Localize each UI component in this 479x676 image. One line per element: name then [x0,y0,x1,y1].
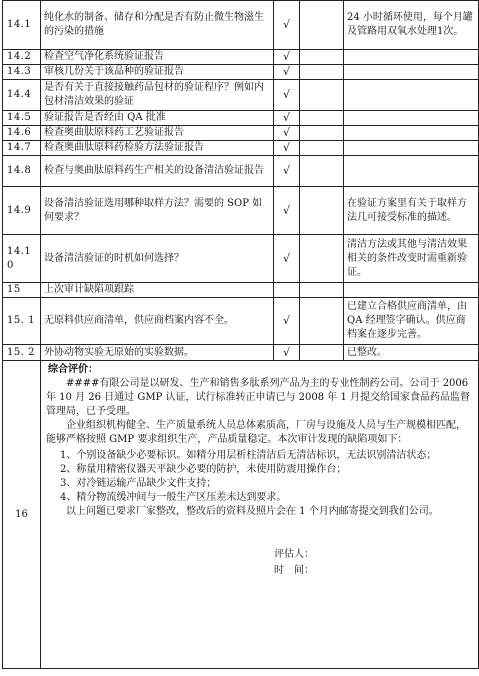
time-label: 时 间： [274,565,314,576]
evaluation-title: 综合评价： [48,364,98,375]
item-text: 验证报告是否经由 QA 批准 [41,111,274,126]
table-row [3,50,479,65]
remark: 已整改。 [344,345,479,361]
remark [344,111,479,126]
list-item: 1、个别设备缺少必要标识。如精分用层析柱清洁后无清洁标识，无法识别清洁状态； [60,450,437,461]
table-row [3,126,479,141]
check-no [300,80,344,111]
item-number: 14.7 [3,141,41,156]
table-row [3,141,479,156]
remark: 在验证方案里有关于取样方法几可接受标准的描述。 [344,187,479,235]
signature-block [46,547,472,579]
item-number: 14.3 [3,65,41,80]
remark [344,283,479,298]
check-yes: √ [274,111,300,126]
item-number: 15 [3,283,41,298]
remark [344,80,479,111]
check-yes: √ [274,65,300,80]
check-yes [274,283,300,298]
remark [344,156,479,187]
check-no [300,156,344,187]
item-text: 检查奥曲肽原料药工艺验证报告 [41,126,274,141]
table-row [3,1,479,50]
check-yes: √ [274,1,300,50]
check-yes: √ [274,141,300,156]
evaluation-paragraph: ####有限公司是以研发、生产和销售多肽系列产品为主的专业性制药公司。公司于 2006 年 10 月 26 日通过 GMP 认证，试行标准转正申请已与 2008 年 1 月提交给国家食品药品监督管理局，已予受理。 [46,378,471,417]
item-text: 检查与奥曲肽原料药生产相关的设备清洁验证报告 [41,156,274,187]
remark [344,141,479,156]
table-row [3,283,479,298]
check-yes: √ [274,126,300,141]
check-yes: √ [274,80,300,111]
deficiency-list [46,449,472,505]
table-row [3,111,479,126]
table-row [3,65,479,80]
item-number: 14.4 [3,80,41,111]
item-number: 15. 1 [3,298,41,345]
list-item: 3、对冷链运输产品缺少文件支持； [60,478,217,489]
check-no [300,1,344,50]
check-no [300,298,344,345]
table-row [3,345,479,361]
check-no [300,141,344,156]
table-row [3,156,479,187]
item-text: 纯化水的制备、储存和分配是否有防止微生物滋生的污染的措施 [41,1,274,50]
evaluation-cell [41,361,479,669]
check-yes: √ [274,50,300,65]
check-no [300,126,344,141]
table-row [3,187,479,235]
item-text: 外协动物实验无原始的实验数据。 [41,345,274,361]
item-number: 14.2 [3,50,41,65]
audit-table [2,0,479,669]
evaluation-row [3,361,479,669]
check-yes: √ [274,156,300,187]
item-number: 14.5 [3,111,41,126]
remark: 已建立合格供应商清单，由 QA 经理签字确认。供应商档案在逐步完善。 [344,298,479,345]
remark [344,65,479,80]
check-yes: √ [274,345,300,361]
item-text: 检查奥曲肽原料药检验方法验证报告 [41,141,274,156]
remark: 清洁方法或其他与清洁效果相关的条件改变时需重新验证。 [344,235,479,283]
evaluation-paragraph: 企业组织机构健全、生产质量系统人员总体素质高，厂房与设施及人员与生产规模相匹配，能够严格按照 GMP 要求组织生产，产品质量稳定。本次审计发现的缺陷项如下： [46,420,466,445]
item-text: 设备清洁验证的时机如何选择？ [41,235,274,283]
check-no [300,111,344,126]
table-row [3,80,479,111]
remark [344,50,479,65]
item-number: 16 [3,361,41,669]
item-text: 审核几份关于该品种的验证报告 [41,65,274,80]
item-number: 14.1 [3,1,41,50]
check-no [300,65,344,80]
item-text: 检查空气净化系统验证报告 [41,50,274,65]
list-item: 4、精分物流缓冲间与一般生产区压差未达到要求。 [60,492,287,503]
table-row [3,235,479,283]
item-number: 14.8 [3,156,41,187]
evaluation-paragraph: 以上问题已要求厂家整改，整改后的资料及照片会在 1 个月内邮寄提交到我们公司。 [66,506,439,517]
item-number: 14.9 [3,187,41,235]
item-text: 设备清洁验证选用哪种取样方法？需要的 SOP 如何要求？ [41,187,274,235]
check-no [300,50,344,65]
table-row [3,298,479,345]
check-no [300,283,344,298]
remark: 24 小时循环使用，每个月罐及管路用双氧水处理1次。 [344,1,479,50]
check-no [300,235,344,283]
check-no [300,345,344,361]
check-yes: √ [274,187,300,235]
item-text: 上次审计缺陷项跟踪 [41,283,274,298]
item-number: 15. 2 [3,345,41,361]
check-yes: √ [274,298,300,345]
item-number: 14.6 [3,126,41,141]
item-text: 无原料供应商清单，供应商档案内容不全。 [41,298,274,345]
assessor-label: 评估人： [274,549,314,560]
item-number: 14.10 [3,235,41,283]
check-yes: √ [274,235,300,283]
list-item: 2、称量用精密仪器天平缺少必要的防护，未使用防震用操作台； [60,464,347,475]
item-text: 是否有关于直接接触药品包材的验证程序？例如内包材清洁效果的验证 [41,80,274,111]
check-no [300,187,344,235]
remark [344,126,479,141]
